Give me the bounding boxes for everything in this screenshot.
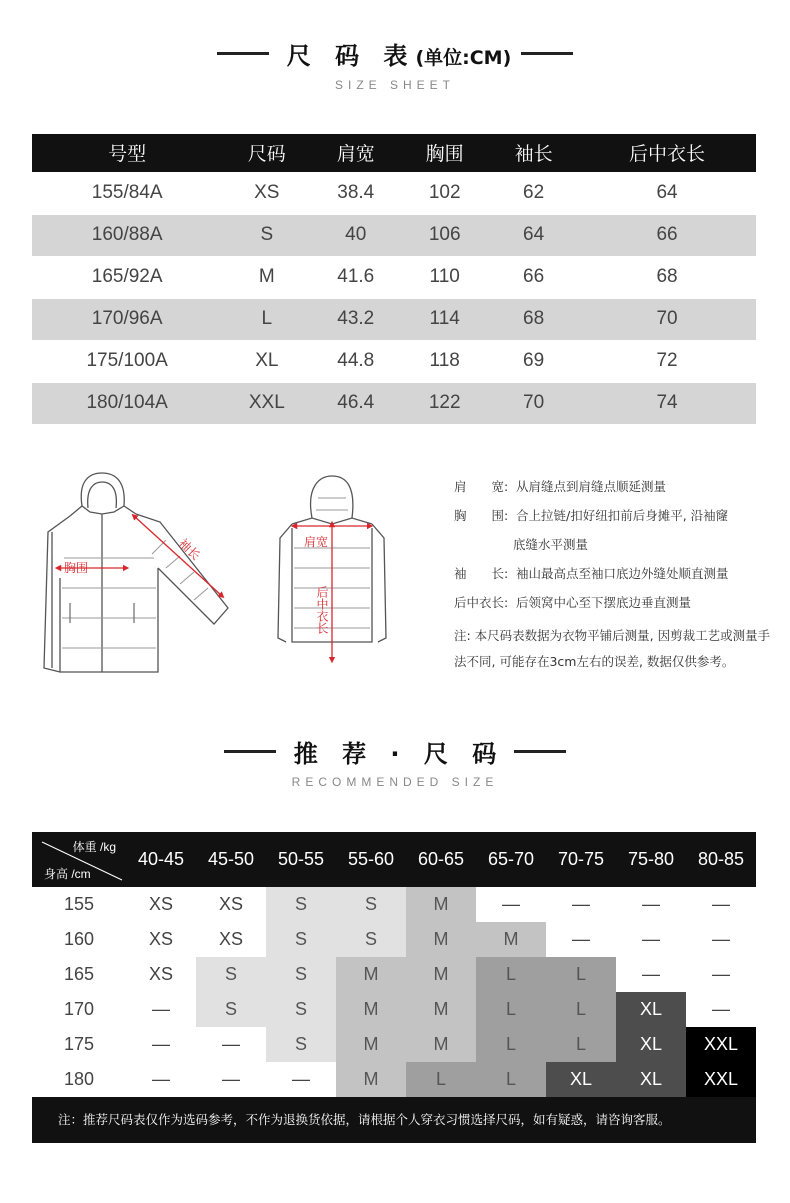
size-cell: — xyxy=(476,887,546,922)
table-cell: 160/88A xyxy=(32,214,222,256)
table-row xyxy=(32,382,756,424)
size-cell: — xyxy=(546,922,616,957)
size-cell: XXL xyxy=(686,1027,756,1062)
heading-line-right xyxy=(514,750,566,753)
table-cell: 118 xyxy=(400,340,489,382)
note-remark: 注: 本尺码表数据为衣物平铺后测量, 因剪裁工艺或测量手法不同, 可能存在3cm左右的误差, 数据仅供参考。 xyxy=(454,628,771,669)
size-cell: L xyxy=(546,1027,616,1062)
table-row xyxy=(32,1027,756,1062)
table-row xyxy=(32,887,756,922)
table-row xyxy=(32,1062,756,1097)
size-cell: M xyxy=(336,992,406,1027)
table-cell: 170/96A xyxy=(32,298,222,340)
size-cell: XL xyxy=(616,992,686,1027)
chest-label: 胸围 xyxy=(64,561,89,575)
size-cell: L xyxy=(476,1027,546,1062)
height-cell: 155 xyxy=(63,894,95,914)
size-cell: S xyxy=(266,1027,336,1062)
size-cell: — xyxy=(126,1062,196,1097)
size-sheet-heading xyxy=(0,36,790,71)
measure-notes xyxy=(454,472,774,675)
recommend-subtitle: RECOMMENDED SIZE xyxy=(291,775,499,789)
weight-header: 80-85 xyxy=(686,832,756,887)
weight-header: 70-75 xyxy=(546,832,616,887)
table-cell: L xyxy=(222,298,311,340)
table-cell: 72 xyxy=(578,340,756,382)
size-cell: — xyxy=(196,1062,266,1097)
size-cell: S xyxy=(196,992,266,1027)
heading-line-left xyxy=(224,750,276,753)
table-row xyxy=(32,992,756,1027)
table-cell: 102 xyxy=(400,172,489,214)
table-cell: 180/104A xyxy=(32,382,222,424)
size-cell: — xyxy=(546,887,616,922)
size-cell: — xyxy=(686,992,756,1027)
size-cell: — xyxy=(686,887,756,922)
table-row xyxy=(32,922,756,957)
size-cell: — xyxy=(266,1062,336,1097)
note-chest: 胸 围: 合上拉链/扣好纽扣前后身摊平, 沿袖窿 xyxy=(454,508,729,523)
table-cell: 175/100A xyxy=(32,340,222,382)
table-cell: S xyxy=(222,214,311,256)
size-cell: M xyxy=(406,887,476,922)
recommend-heading xyxy=(0,734,790,769)
height-cell: 170 xyxy=(63,999,95,1019)
table-cell: 64 xyxy=(578,172,756,214)
table-cell: XXL xyxy=(222,382,311,424)
weight-header: 40-45 xyxy=(126,832,196,887)
recommend-title: 推 荐 · 尺 码 xyxy=(293,740,505,768)
table-cell: 70 xyxy=(489,382,578,424)
size-cell: — xyxy=(126,1027,196,1062)
size-cell: M xyxy=(406,922,476,957)
recommend-header xyxy=(32,832,756,887)
table-row xyxy=(32,340,756,382)
table-row xyxy=(32,214,756,256)
weight-header: 75-80 xyxy=(616,832,686,887)
header-cell: 号型 xyxy=(32,134,222,172)
weight-header: 50-55 xyxy=(266,832,336,887)
size-cell: L xyxy=(476,1062,546,1097)
size-table-header xyxy=(32,134,756,172)
size-cell: M xyxy=(476,922,546,957)
table-cell: 40 xyxy=(311,214,400,256)
size-cell: L xyxy=(546,992,616,1027)
header-cell: 后中衣长 xyxy=(578,134,756,172)
size-cell: M xyxy=(336,1062,406,1097)
table-cell: 43.2 xyxy=(311,298,400,340)
size-cell: XS xyxy=(196,922,266,957)
table-cell: 70 xyxy=(578,298,756,340)
height-label: 身高 /cm xyxy=(44,867,91,881)
size-cell: — xyxy=(616,922,686,957)
weight-label: 体重 /kg xyxy=(72,840,116,854)
table-row xyxy=(32,172,756,214)
table-row xyxy=(32,298,756,340)
size-cell: L xyxy=(476,992,546,1027)
size-sheet-subtitle: SIZE SHEET xyxy=(334,78,455,92)
size-cell: S xyxy=(266,957,336,992)
sleeve-measure-line xyxy=(134,516,222,596)
weight-header: 55-60 xyxy=(336,832,406,887)
table-cell: XL xyxy=(222,340,311,382)
table-cell: 106 xyxy=(400,214,489,256)
header-cell: 胸围 xyxy=(400,134,489,172)
table-cell: 46.4 xyxy=(311,382,400,424)
table-cell: 110 xyxy=(400,256,489,298)
size-cell: M xyxy=(336,1027,406,1062)
size-cell: S xyxy=(336,887,406,922)
table-cell: XS xyxy=(222,172,311,214)
size-cell: XXL xyxy=(686,1062,756,1097)
size-cell: S xyxy=(336,922,406,957)
recommend-table xyxy=(32,832,756,1097)
size-cell: XS xyxy=(126,957,196,992)
size-cell: XL xyxy=(616,1027,686,1062)
table-cell: 66 xyxy=(489,256,578,298)
size-cell: — xyxy=(126,992,196,1027)
size-cell: XL xyxy=(616,1062,686,1097)
table-cell: 74 xyxy=(578,382,756,424)
note-chest-cont: 底缝水平测量 xyxy=(513,537,589,552)
table-cell: 44.8 xyxy=(311,340,400,382)
sleeve-label: 袖长 xyxy=(175,536,203,563)
size-cell: XS xyxy=(126,887,196,922)
size-cell: M xyxy=(406,992,476,1027)
table-cell: 68 xyxy=(578,256,756,298)
size-cell: L xyxy=(546,957,616,992)
table-cell: 69 xyxy=(489,340,578,382)
size-cell: M xyxy=(336,957,406,992)
size-sheet-title: 尺 码 表(单位:CM) xyxy=(286,42,512,70)
garment-diagram xyxy=(30,468,430,678)
height-cell: 165 xyxy=(63,964,95,984)
size-cell: S xyxy=(196,957,266,992)
size-cell: S xyxy=(266,887,336,922)
recommend-footer-note: 注：推荐尺码表仅作为选码参考，不作为退换货依据，请根据个人穿衣习惯选择尺码，如有疑惑，请咨询客服。 xyxy=(32,1097,756,1143)
note-length: 后中衣长: 后领窝中心至下摆底边垂直测量 xyxy=(454,595,692,610)
size-cell: — xyxy=(196,1027,266,1062)
size-cell: XS xyxy=(196,887,266,922)
length-label: 后中衣长 xyxy=(315,586,329,634)
heading-line-right xyxy=(521,52,573,55)
size-cell: — xyxy=(616,957,686,992)
note-sleeve: 袖 长: 袖山最高点至袖口底边外缝处顺直测量 xyxy=(454,566,729,581)
size-cell: M xyxy=(406,957,476,992)
table-cell: 155/84A xyxy=(32,172,222,214)
note-shoulder: 肩 宽: 从肩缝点到肩缝点顺延测量 xyxy=(454,479,667,494)
table-cell: 165/92A xyxy=(32,256,222,298)
size-cell: — xyxy=(616,887,686,922)
size-cell: L xyxy=(406,1062,476,1097)
height-cell: 180 xyxy=(63,1069,95,1089)
header-cell: 肩宽 xyxy=(311,134,400,172)
table-cell: 68 xyxy=(489,298,578,340)
size-cell: — xyxy=(686,957,756,992)
height-cell: 160 xyxy=(63,929,95,949)
table-cell: 62 xyxy=(489,172,578,214)
header-cell: 尺码 xyxy=(222,134,311,172)
height-cell: 175 xyxy=(63,1034,95,1054)
table-row xyxy=(32,957,756,992)
table-row xyxy=(32,256,756,298)
table-cell: 66 xyxy=(578,214,756,256)
header-cell: 袖长 xyxy=(489,134,578,172)
size-cell: M xyxy=(406,1027,476,1062)
size-table xyxy=(32,134,756,424)
heading-line-left xyxy=(217,52,269,55)
corner-cell xyxy=(32,832,126,887)
size-cell: S xyxy=(266,992,336,1027)
table-cell: 122 xyxy=(400,382,489,424)
table-cell: 41.6 xyxy=(311,256,400,298)
table-cell: 38.4 xyxy=(311,172,400,214)
weight-header: 60-65 xyxy=(406,832,476,887)
shoulder-label: 肩宽 xyxy=(304,535,329,549)
size-cell: XS xyxy=(126,922,196,957)
size-cell: L xyxy=(476,957,546,992)
table-cell: 114 xyxy=(400,298,489,340)
size-cell: — xyxy=(686,922,756,957)
size-cell: XL xyxy=(546,1062,616,1097)
weight-header: 45-50 xyxy=(196,832,266,887)
weight-header: 65-70 xyxy=(476,832,546,887)
table-cell: M xyxy=(222,256,311,298)
table-cell: 64 xyxy=(489,214,578,256)
size-cell: S xyxy=(266,922,336,957)
